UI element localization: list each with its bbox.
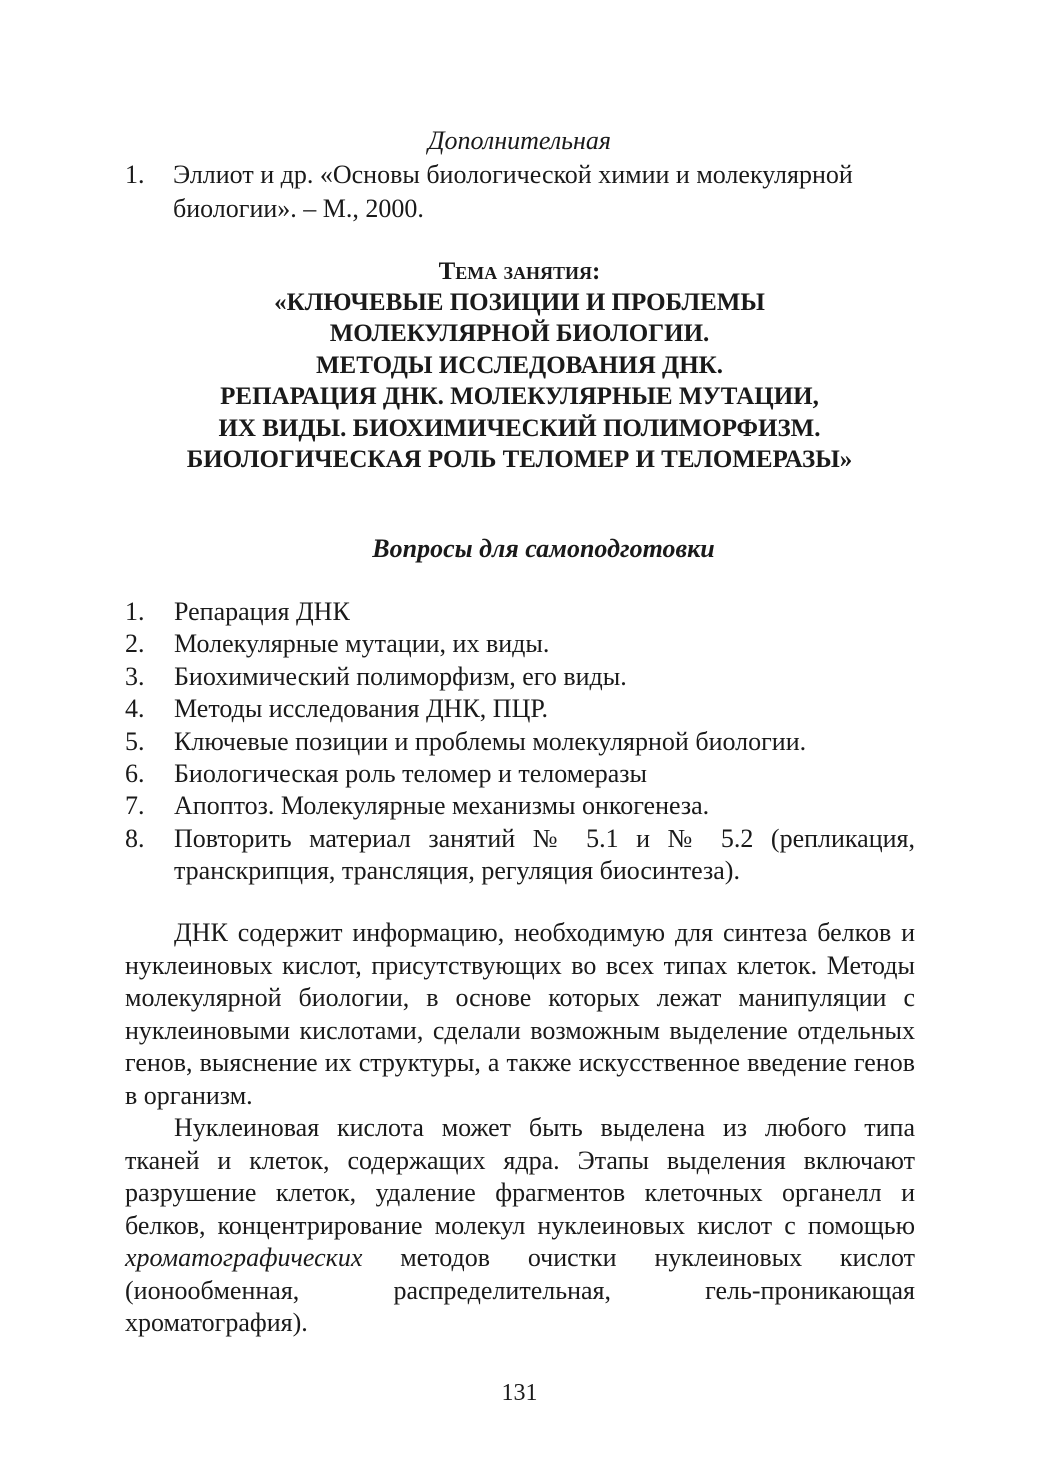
question-item <box>125 758 915 790</box>
body-paragraph-text: методов очистки нуклеиновых кислот (ионообменная, распределительная, гель-проникающая хроматография). <box>125 1243 915 1337</box>
question-number: 4. <box>125 694 145 724</box>
reference-text: Эллиот и др. «Основы биологической химии и молекулярной биологии». – М., 2000. <box>173 160 853 223</box>
questions-list <box>125 596 915 888</box>
topic-title-line: МЕТОДЫ ИССЛЕДОВАНИЯ ДНК. <box>315 351 724 379</box>
question-text: Повторить материал занятий № 5.1 и № 5.2 (репликация, транскрипция, трансляция, регуляция биосинтеза). <box>174 823 915 886</box>
topic-title-line: РЕПАРАЦИЯ ДНК. МОЛЕКУЛЯРНЫЕ МУТАЦИИ, <box>220 383 819 411</box>
question-item <box>125 790 915 822</box>
question-number: 1. <box>125 597 145 626</box>
question-number: 2. <box>125 629 145 659</box>
body-paragraph-text: Нуклеиновая кислота может быть выделена из любого типа тканей и клеток, содержащих ядра. Этапы выделения включают разрушение клеток, удаление фрагментов клеточных органелл и белков, концентрирование молекул нуклеиновых кислот с помощью <box>125 1113 915 1240</box>
question-item <box>125 628 915 660</box>
body-paragraph-emphasis: хроматографических <box>125 1243 363 1272</box>
question-text: Биологическая роль теломер и теломеразы <box>174 759 648 789</box>
questions-heading: Вопросы для самоподготовки <box>372 534 715 563</box>
reference-item <box>125 158 915 226</box>
topic-title-line: ИХ ВИДЫ. БИОХИМИЧЕСКИЙ ПОЛИМОРФИЗМ. <box>218 414 821 442</box>
question-number: 8. <box>125 823 145 853</box>
question-item <box>125 823 915 888</box>
body-text <box>125 917 915 1340</box>
topic-title <box>120 287 919 475</box>
question-text: Ключевые позиции и проблемы молекулярной биологии. <box>174 726 807 756</box>
body-paragraph: ДНК содержит информацию, необходимую для синтеза белков и нуклеиновых кислот, присутствующих во всех типах клеток. Методы молекулярной биологии, в основе которых лежат манипуляции с нуклеиновыми кислотами, сделали возможным выделение отдельных генов, выяснение их структуры, а также искусственное введение генов в организм. <box>125 918 915 1110</box>
question-item <box>125 693 915 725</box>
topic-title-line: «КЛЮЧЕВЫЕ ПОЗИЦИИ И ПРОБЛЕМЫ <box>274 289 765 316</box>
question-text: Апоптоз. Молекулярные механизмы онкогенеза. <box>174 791 710 821</box>
topic-label: Тема занятия: <box>438 258 601 285</box>
question-text: Молекулярные мутации, их виды. <box>174 629 550 659</box>
topic-title-line: МОЛЕКУЛЯРНОЙ БИОЛОГИИ. <box>329 320 710 348</box>
question-item <box>125 596 915 628</box>
question-number: 5. <box>125 726 145 756</box>
additional-literature-heading: Дополнительная <box>428 126 611 155</box>
question-text: Репарация ДНК <box>174 597 350 626</box>
question-number: 6. <box>125 759 145 789</box>
question-item <box>125 726 915 758</box>
topic-title-line: БИОЛОГИЧЕСКАЯ РОЛЬ ТЕЛОМЕР И ТЕЛОМЕРАЗЫ» <box>186 446 853 474</box>
question-number: 3. <box>125 661 145 691</box>
question-text: Методы исследования ДНК, ПЦР. <box>174 694 549 724</box>
question-number: 7. <box>125 791 145 821</box>
body-paragraph <box>125 1112 915 1340</box>
question-text: Биохимический полиморфизм, его виды. <box>174 661 627 691</box>
question-item <box>125 661 915 693</box>
page-number: 131 <box>501 1380 538 1406</box>
reference-number: 1. <box>125 160 145 189</box>
